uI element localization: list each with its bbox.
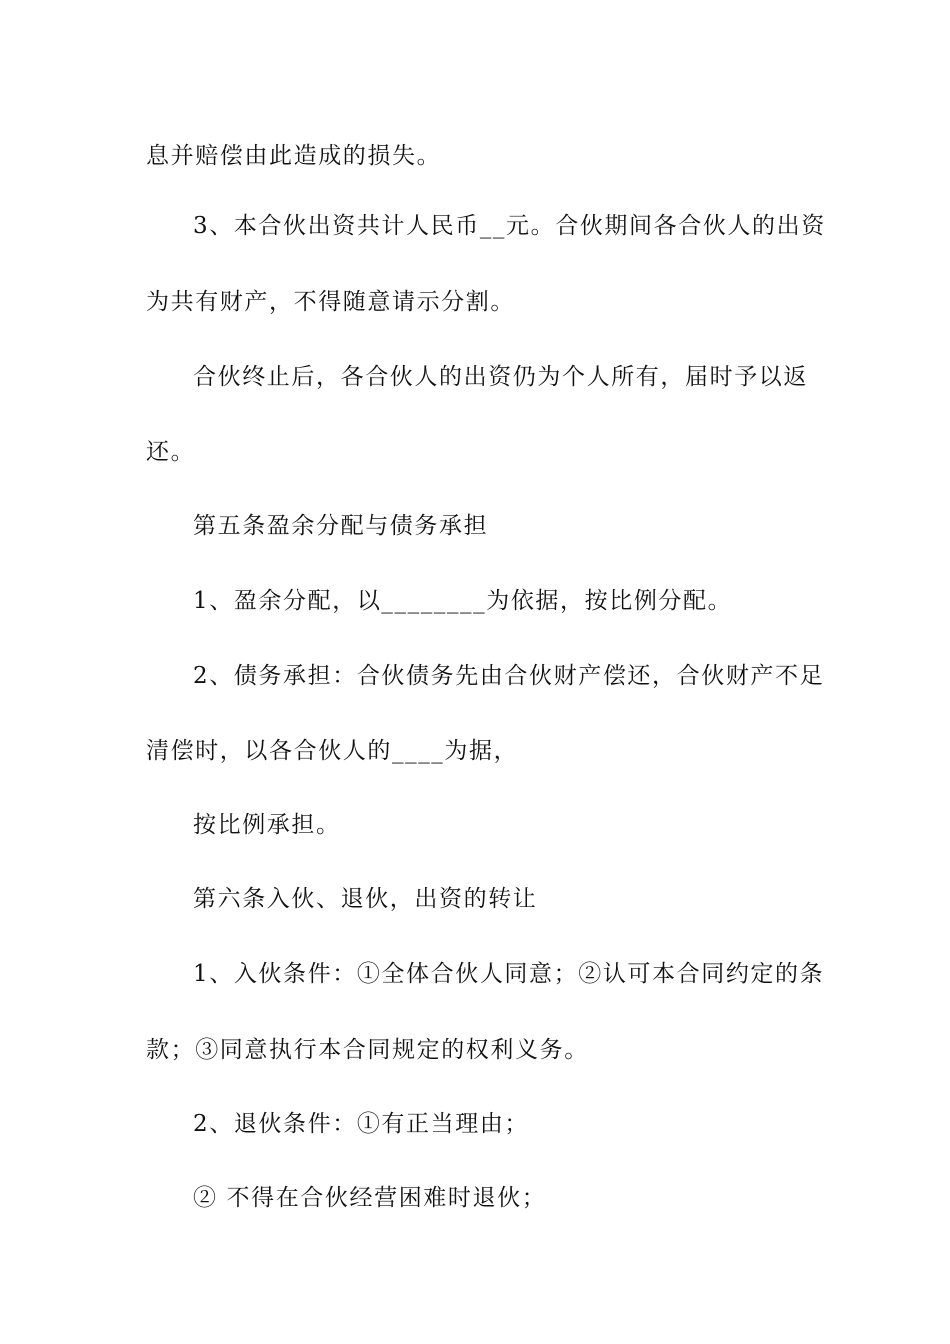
paragraph-line: 合伙终止后，各合伙人的出资仍为个人所有，届时予以返 — [193, 364, 808, 390]
paragraph-line: 2、债务承担：合伙债务先由合伙财产偿还，合伙财产不足 — [193, 663, 825, 689]
paragraph-line: 息并赔偿由此造成的损失。 — [146, 143, 442, 169]
section-heading: 第五条盈余分配与债务承担 — [193, 513, 489, 539]
paragraph-line: 款；③同意执行本合同规定的权利义务。 — [146, 1037, 589, 1063]
paragraph-line: 3、本合伙出资共计人民币__元。合伙期间各合伙人的出资 — [193, 213, 826, 239]
paragraph-line: 1、盈余分配，以________为依据，按比例分配。 — [193, 588, 733, 614]
paragraph-line: ② 不得在合伙经营困难时退伙； — [193, 1185, 547, 1211]
paragraph-line: 1、入伙条件：①全体合伙人同意；②认可本合同约定的条 — [193, 961, 825, 987]
paragraph-line: 为共有财产，不得随意请示分割。 — [146, 289, 515, 315]
paragraph-line: 2、退伙条件：①有正当理由； — [193, 1111, 530, 1137]
paragraph-line: 按比例承担。 — [193, 812, 341, 838]
paragraph-line: 清偿时，以各合伙人的____为据， — [146, 738, 519, 764]
paragraph-line: 还。 — [146, 439, 196, 465]
section-heading: 第六条入伙、退伙，出资的转让 — [193, 886, 538, 912]
